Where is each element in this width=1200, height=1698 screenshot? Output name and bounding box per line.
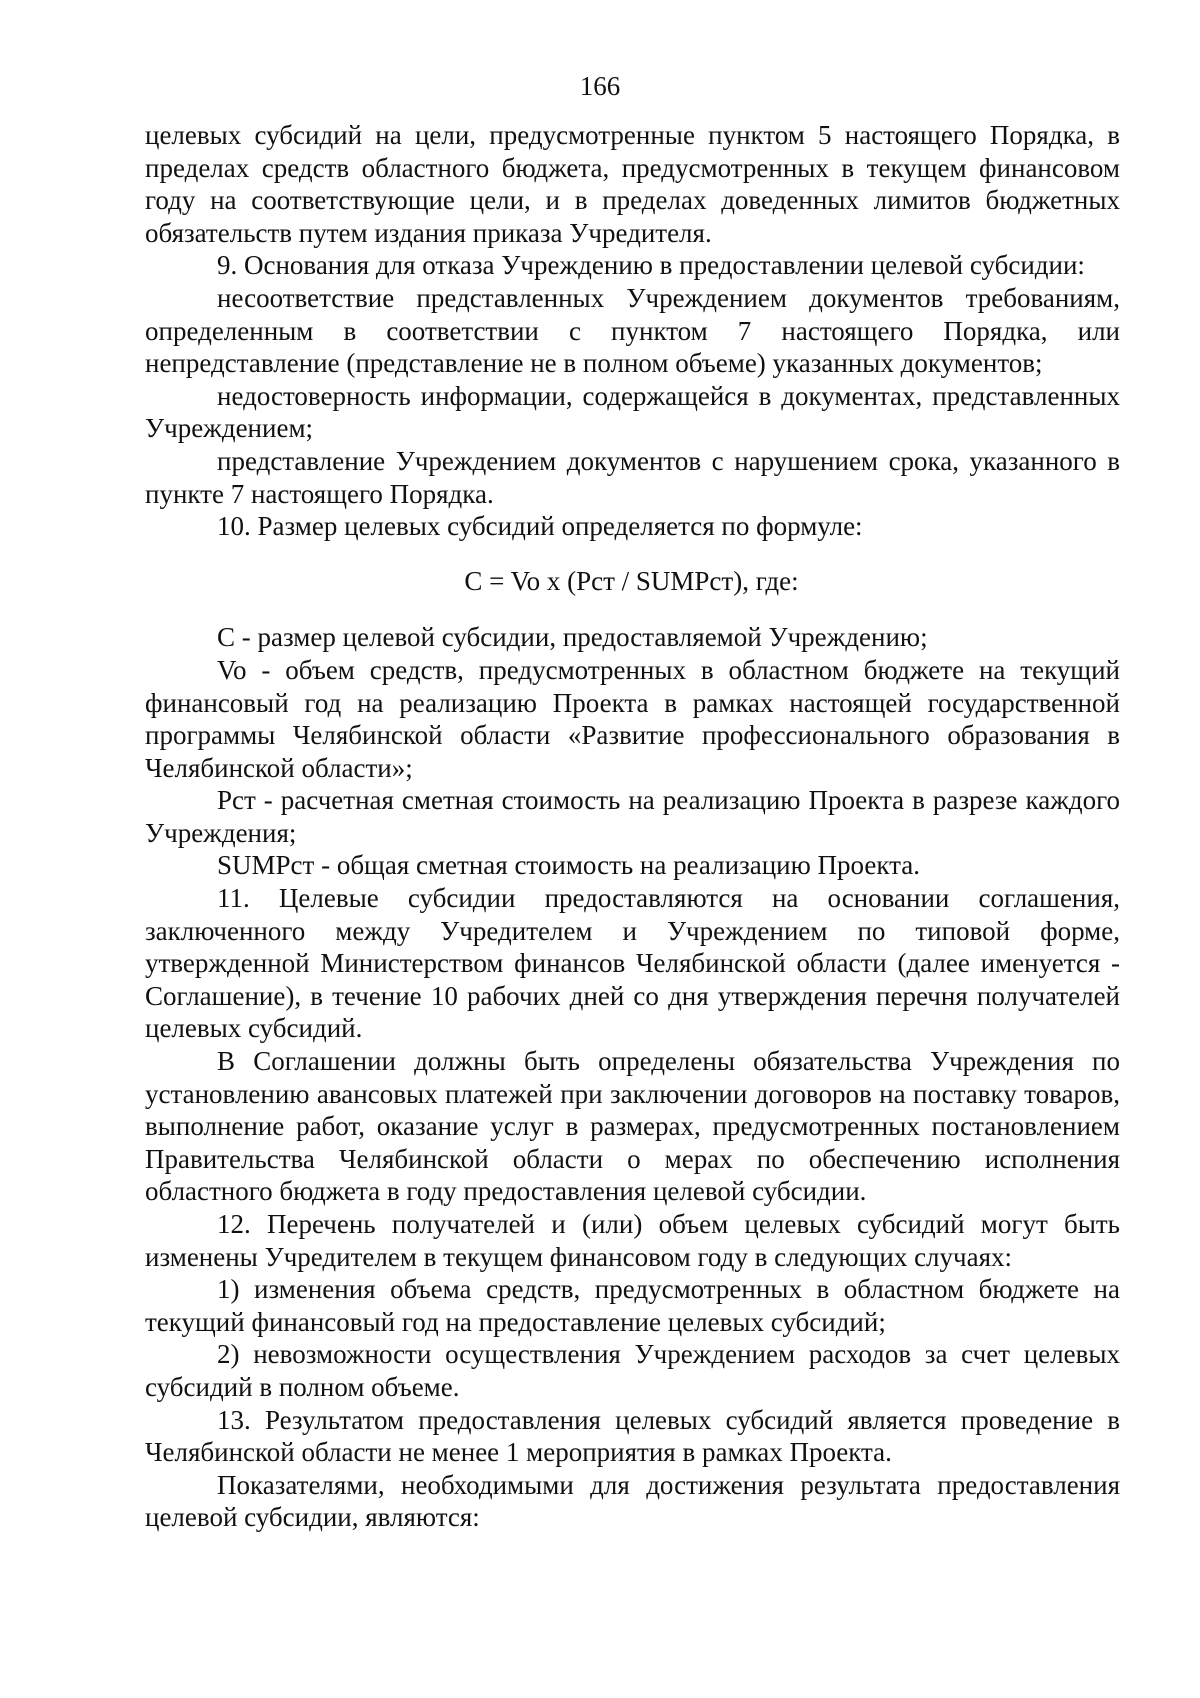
paragraph: целевых субсидий на цели, предусмотренные пунктом 5 настоящего Порядка, в пределах средств областного бюджета, предусмотренных в текущем финансовом году на соответствующие цели, и в пределах доведенных лимитов бюджетных обязательств путем издания приказа Учредителя. — [145, 120, 1120, 248]
document-body — [145, 119, 1120, 1534]
paragraph-item-9: 9. Основания для отказа Учреждению в предоставлении целевой субсидии: — [217, 250, 1085, 281]
formula-definition-pst: Pст - расчетная сметная стоимость на реализацию Проекта в разрезе каждого Учреждения; — [145, 785, 1120, 848]
page-number: 166 — [579, 71, 621, 101]
formula: C = Vo x (Pст / SUMPст), где: — [464, 565, 799, 596]
paragraph: В Соглашении должны быть определены обязательства Учреждения по установлению авансовых платежей при заключении договоров на поставку товаров, выполнение работ, оказание услуг в размерах, предусмотренных постановлением Правительства Челябинской области о мерах по обеспечению исполнения областного бюджета в году предоставления целевой субсидии. — [145, 1046, 1120, 1207]
paragraph: недостоверность информации, содержащейся в документах, представленных Учреждением; — [145, 380, 1120, 444]
paragraph: представление Учреждением документов с нарушением срока, указанного в пункте 7 настоящего Порядка. — [145, 445, 1120, 509]
paragraph-item-10: 10. Размер целевых субсидий определяется по формуле: — [217, 511, 863, 542]
list-item: 1) изменения объема средств, предусмотренных в областном бюджете на текущий финансовый год на предоставление целевых субсидий; — [145, 1274, 1120, 1337]
list-item: 2) невозможности осуществления Учреждением расходов за счет целевых субсидий в полном объеме. — [145, 1339, 1120, 1402]
paragraph-item-12: 12. Перечень получателей и (или) объем целевых субсидий могут быть изменены Учредителем в текущем финансовом году в следующих случаях: — [145, 1209, 1120, 1272]
paragraph-item-11: 11. Целевые субсидии предоставляются на основании соглашения, заключенного между Учредителем и Учреждением по типовой форме, утвержденной Министерством финансов Челябинской области (далее именуется - Соглашение), в течение 10 рабочих дней со дня утверждения перечня получателей целевых субсидий. — [145, 883, 1120, 1044]
paragraph: Показателями, необходимыми для достижения результата предоставления целевой субсидии, являются: — [145, 1469, 1120, 1533]
formula-definition-c: C - размер целевой субсидии, предоставляемой Учреждению; — [217, 622, 928, 653]
paragraph-item-13: 13. Результатом предоставления целевых субсидий является проведение в Челябинской области не менее 1 мероприятия в рамках Проекта. — [145, 1404, 1120, 1468]
paragraph: несоответствие представленных Учреждением документов требованиям, определенным в соответствии с пунктом 7 настоящего Порядка, или непредставление (представление не в полном объеме) указанных документов; — [145, 282, 1120, 379]
formula-definition-vo: Vo - объем средств, предусмотренных в областном бюджете на текущий финансовый год на реализацию Проекта в рамках настоящей государственной программы Челябинской области «Развитие профессионального образования в Челябинской области»; — [145, 654, 1120, 783]
formula-definition-sumpst: SUMPст - общая сметная стоимость на реализацию Проекта. — [217, 850, 920, 881]
